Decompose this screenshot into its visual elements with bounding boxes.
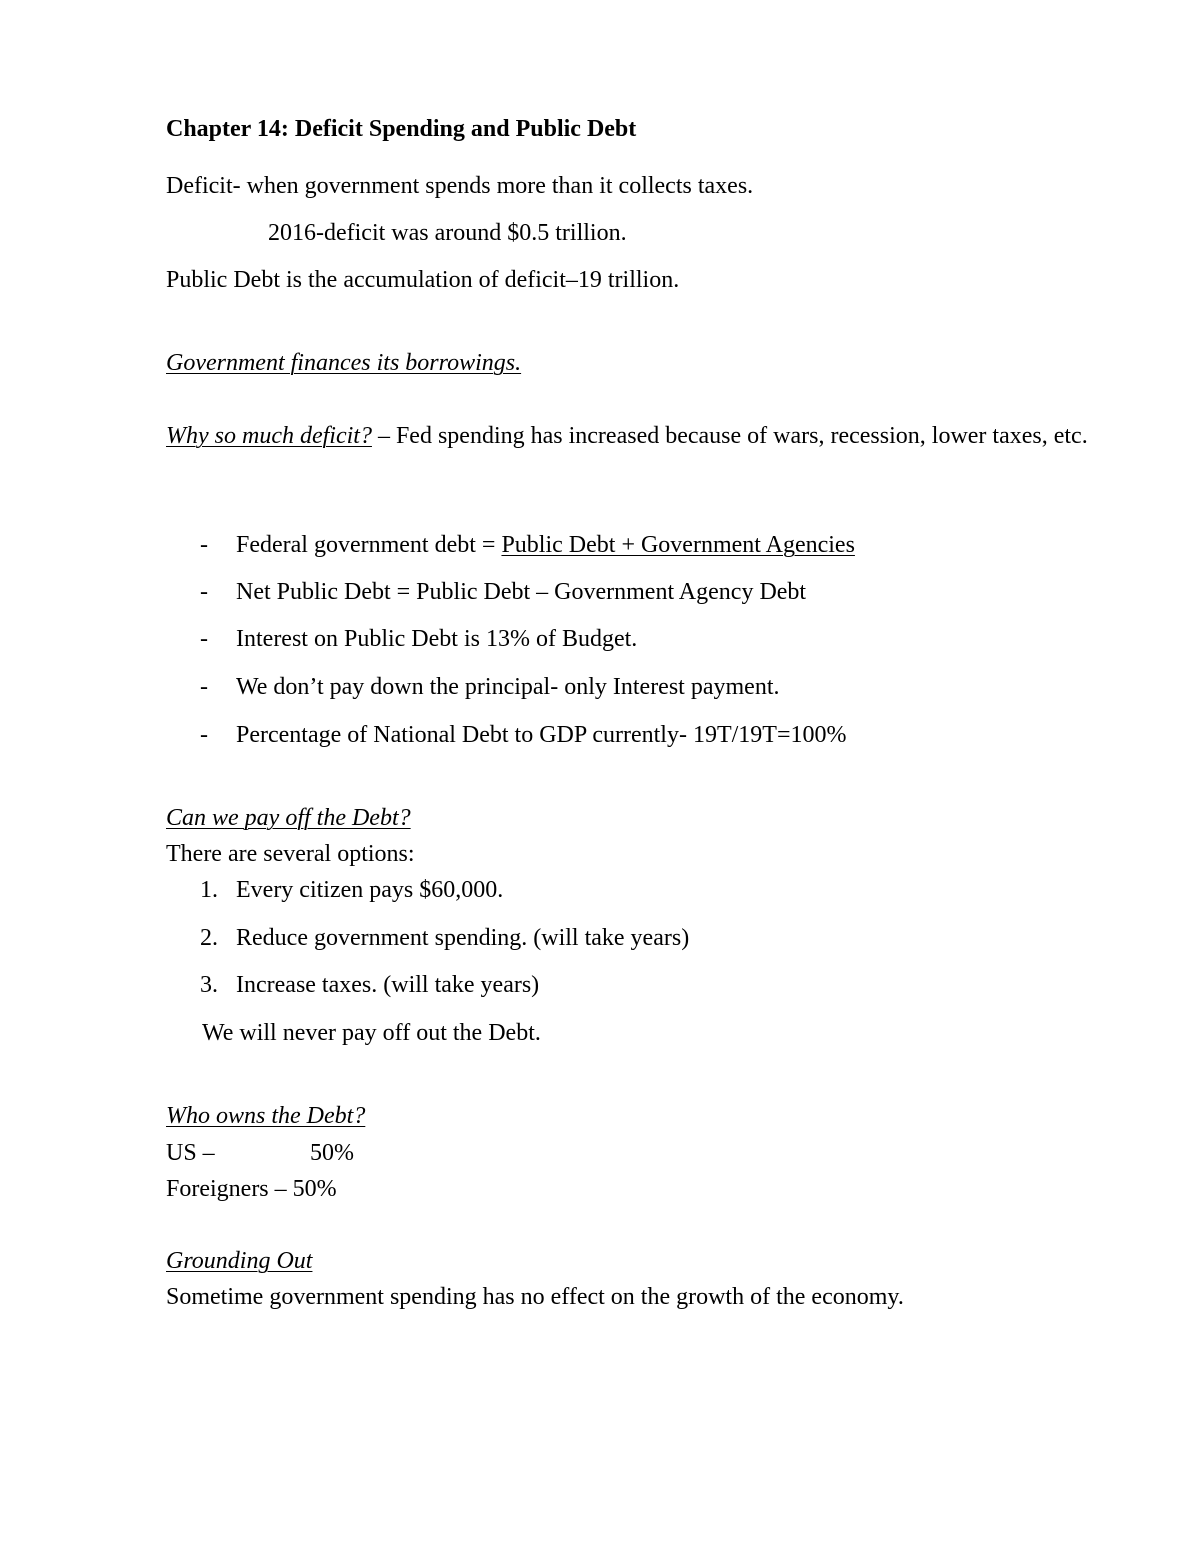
finances-heading: Government finances its borrowings.	[166, 350, 522, 376]
owners-heading: Who owns the Debt?	[166, 1103, 366, 1129]
why-deficit-heading: Why so much deficit?	[166, 423, 372, 449]
document-title: Chapter 14: Deficit Spending and Public Debt	[166, 116, 637, 142]
option-item: Every citizen pays $60,000.	[236, 877, 504, 903]
owner-row-us-label: US –	[166, 1140, 215, 1166]
option-item: Increase taxes. (will take years)	[236, 972, 540, 998]
option-item: Reduce government spending. (will take years)	[236, 925, 690, 951]
why-deficit-text: – Fed spending has increased because of wars, recession, lower taxes, etc.	[371, 423, 1088, 449]
bullet-marker: -	[200, 532, 208, 558]
bullet-marker: -	[200, 722, 208, 748]
bullet-item-principal: We don’t pay down the principal- only Interest payment.	[236, 674, 780, 700]
option-number: 2.	[200, 925, 218, 951]
grounding-text: Sometime government spending has no effect on the growth of the economy.	[166, 1284, 904, 1310]
why-deficit-paragraph	[166, 418, 1116, 455]
bullet-marker: -	[200, 626, 208, 652]
public-debt-definition: Public Debt is the accumulation of deficit–19 trillion.	[166, 267, 680, 293]
grounding-heading: Grounding Out	[166, 1248, 313, 1274]
owner-row-foreigners: Foreigners – 50%	[166, 1176, 337, 1202]
payoff-intro: There are several options:	[166, 841, 415, 867]
deficit-2016-note: 2016-deficit was around $0.5 trillion.	[268, 220, 627, 246]
bullet-underlined-text: Public Debt + Government Agencies	[501, 532, 855, 558]
bullet-item-interest: Interest on Public Debt is 13% of Budget.	[236, 626, 638, 652]
bullet-prefix: Federal government debt =	[236, 532, 502, 558]
bullet-marker: -	[200, 579, 208, 605]
payoff-heading: Can we pay off the Debt?	[166, 805, 411, 831]
bullet-item-debt-gdp: Percentage of National Debt to GDP currently- 19T/19T=100%	[236, 722, 847, 748]
bullet-item-net-public-debt: Net Public Debt = Public Debt – Government Agency Debt	[236, 579, 807, 605]
owner-row-us-value: 50%	[310, 1140, 354, 1166]
deficit-definition: Deficit- when government spends more than it collects taxes.	[166, 173, 754, 199]
option-number: 1.	[200, 877, 218, 903]
bullet-marker: -	[200, 674, 208, 700]
option-number: 3.	[200, 972, 218, 998]
payoff-conclusion: We will never pay off out the Debt.	[202, 1020, 541, 1046]
bullet-item-federal-debt	[236, 533, 855, 557]
